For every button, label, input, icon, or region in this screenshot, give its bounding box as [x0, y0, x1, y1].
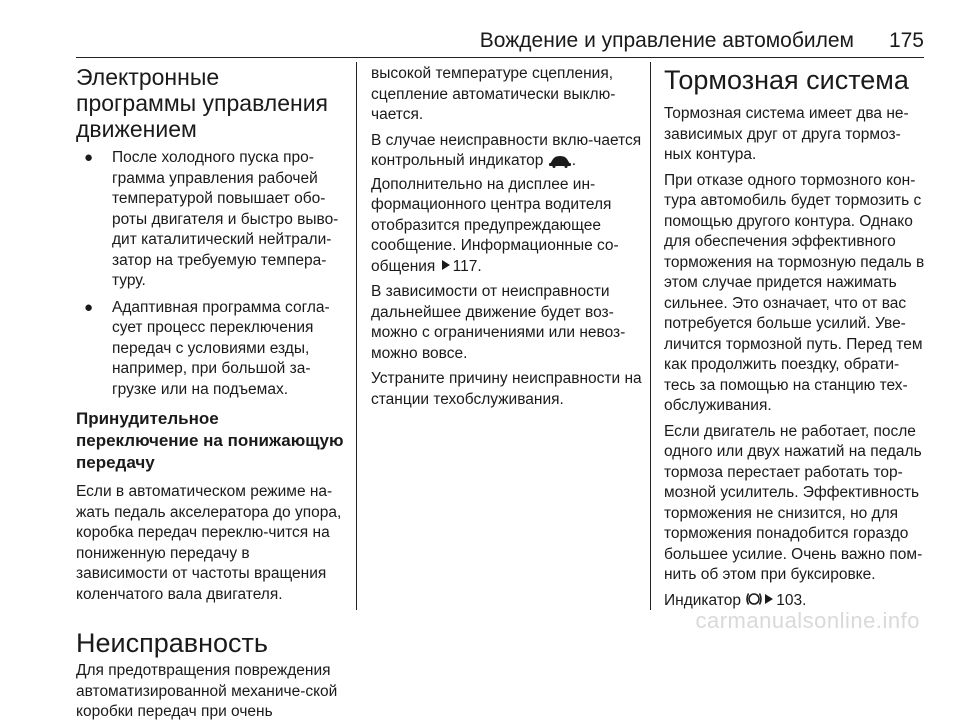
limited-driving-paragraph: В зависимости от неисправности дальнейшее движение будет воз-можно с ограничениями или невоз-можно вовсе. [371, 283, 626, 362]
list-item [76, 148, 344, 292]
page-ref-arrow-icon [765, 594, 773, 604]
indicator-text-b: . Дополнительно на дисплее ин-формационного центра водителя отобразится предупреждающее сообщение. Информационные со-общения [371, 152, 619, 275]
programs-bullet-list [76, 148, 344, 400]
subheading-kickdown: Принудительное переключение на понижающую передачу [76, 409, 344, 472]
page-number: 175 [888, 29, 924, 52]
page-reference[interactable]: 103. [776, 591, 807, 609]
column-1 [76, 64, 344, 728]
column-divider-1 [356, 62, 357, 610]
clutch-paragraph: высокой температуре сцепления, сцепление автоматически выклю-чается. [371, 65, 616, 123]
page-reference[interactable]: 117. [452, 257, 482, 275]
watermark: carmanualsonline.info [695, 608, 920, 633]
section-title-brakes: Тормозная система [664, 65, 909, 95]
indicator-text-a: В случае неисправности вклю-чается контрольный индикатор [371, 131, 642, 169]
brake-circuit-paragraph: При отказе одного тормозного кон-тура автомобиль будет тормозить с помощью другого контура. Однако для обеспечения эффективного торможения на тормозную педаль в этом случае придется нажимать сильнее. Это означает, что от вас потребуется больше усилий. Уве-личится тормозной путь. Перед тем как продолжить поездку, обрати-тесь за помощью на станцию тех-обслуживания. [664, 171, 925, 414]
indicator-label: Индикатор [664, 591, 741, 609]
column-divider-2 [650, 62, 651, 610]
bullet-text: Адаптивная программа согла-сует процесс переключения передач с условиями езды, например, при большой за-грузке или на подъемах. [112, 298, 330, 398]
bullet-text: После холодного пуска про-грамма управления рабочей температурой повышает обо-роты двигателя и быстро выво-дит каталитический нейтрали-затор на требуемую темпера-туру. [112, 149, 339, 289]
running-title: Вождение и управление автомобилем [479, 29, 854, 52]
column-2 [371, 64, 643, 415]
service-paragraph: Устраните причину неисправности на станции техобслуживания. [371, 370, 642, 408]
header-divider [76, 57, 924, 58]
column-3 [664, 64, 928, 618]
bullet-icon: ● [84, 298, 94, 316]
brakes-intro-paragraph: Тормозная система имеет два не-зависимых друг от друга тормоз-ных контура. [664, 105, 909, 163]
page-ref-arrow-icon [442, 260, 450, 270]
bullet-icon: ● [84, 149, 94, 166]
brake-booster-paragraph: Если двигатель не работает, после одного или двух нажатий на педаль тормоза перестает работать тор-мозной усилитель. Эффективность торможения не снизится, но для торможения понадобится гораздо большее усилие. Очень важно пом-нить об этом при буксировке. [664, 422, 923, 583]
section-title-fault: Неисправность [76, 628, 268, 658]
fault-paragraph: Для предотвращения повреждения автоматизированной механиче-ской коробки передач при очень [76, 662, 338, 720]
section-title-programs: Электронные программы управления движением [76, 64, 329, 142]
kickdown-paragraph: Если в автоматическом режиме на-жать педаль акселератора до упора, коробка передач переклю-чится на пониженную передачу в зависимости от частоты вращения коленчатого вала двигателя. [76, 483, 342, 603]
list-item [76, 298, 344, 401]
page-header [76, 28, 924, 54]
car-warning-icon [548, 154, 572, 175]
indicator-paragraph [371, 131, 643, 278]
